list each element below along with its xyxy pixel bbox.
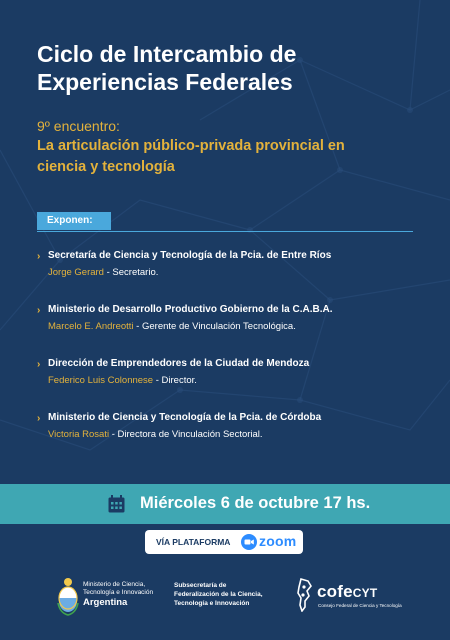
speaker-name: Victoria Rosati: [48, 429, 110, 440]
speaker-org: Secretaría de Ciencia y Tecnología de la Pcia. de Entre Ríos: [48, 250, 332, 261]
cofecyt-suffix: CYT: [352, 586, 378, 600]
zoom-logo-text: zoom: [259, 533, 297, 549]
sub-line-1: Subsecretaría de: [174, 582, 227, 589]
cofecyt-logo-text: [317, 582, 377, 602]
speaker-person: [48, 267, 158, 278]
speaker-name: Jorge Gerard: [48, 267, 104, 278]
cofecyt-main: cofe: [317, 582, 353, 601]
speaker-role: - Directora de Vinculación Sectorial.: [109, 429, 263, 440]
chevron-right-icon: ›: [37, 359, 41, 370]
title-line-1: Ciclo de Intercambio de: [37, 41, 297, 67]
sub-line-2: Federalización de la Ciencia,: [174, 591, 263, 598]
subsecretaria-text: [174, 581, 263, 608]
sub-line-3: Tecnología e Innovación: [174, 600, 250, 607]
list-item: [37, 412, 427, 466]
date-banner: [0, 484, 450, 524]
speaker-org: Dirección de Emprendedores de la Ciudad de Mendoza: [48, 358, 310, 369]
title-line-2: Experiencias Federales: [37, 69, 293, 95]
speaker-person: [48, 429, 263, 440]
divider: [37, 231, 413, 232]
coat-of-arms-icon: [57, 577, 79, 617]
subtitle: [37, 136, 417, 178]
list-item: [37, 304, 427, 358]
footer: [0, 570, 450, 640]
speaker-name: Marcelo E. Andreotti: [48, 321, 134, 332]
speaker-person: [48, 375, 197, 386]
subtitle-line-2: ciencia y tecnología: [37, 159, 175, 175]
ministry-country: Argentina: [83, 597, 128, 608]
ministry-text: [83, 581, 153, 609]
speaker-org: Ministerio de Ciencia y Tecnología de la Pcia. de Córdoba: [48, 412, 322, 423]
ministry-line-2: Tecnología e Innovación: [83, 589, 154, 596]
ministry-line-1: Ministerio de Ciencia,: [83, 581, 146, 588]
exponen-badge: Exponen:: [37, 212, 111, 230]
calendar-icon: [108, 495, 125, 513]
list-item: [37, 358, 427, 412]
cofecyt-map-icon: [292, 578, 316, 612]
platform-badge: [145, 530, 303, 554]
speaker-role: - Gerente de Vinculación Tecnológica.: [133, 321, 296, 332]
speaker-person: [48, 321, 296, 332]
event-date: Miércoles 6 de octubre 17 hs.: [140, 494, 371, 512]
zoom-icon: [241, 534, 257, 550]
speaker-role: - Director.: [153, 375, 197, 386]
cofecyt-description: Consejo Federal de Ciencia y Tecnología: [318, 603, 402, 608]
chevron-right-icon: ›: [37, 251, 41, 262]
list-item: [37, 250, 427, 304]
subtitle-line-1: La articulación público-privada provincial en: [37, 138, 345, 154]
chevron-right-icon: ›: [37, 305, 41, 316]
edition-label: 9º encuentro:: [37, 118, 120, 134]
chevron-right-icon: ›: [37, 413, 41, 424]
speaker-list: [37, 250, 427, 466]
speaker-org: Ministerio de Desarrollo Productivo Gobierno de la C.A.B.A.: [48, 304, 333, 315]
platform-label: VÍA PLATAFORMA: [156, 537, 231, 547]
page-title: [37, 40, 417, 96]
speaker-role: - Secretario.: [103, 267, 159, 278]
speaker-name: Federico Luis Colonnese: [48, 375, 154, 386]
